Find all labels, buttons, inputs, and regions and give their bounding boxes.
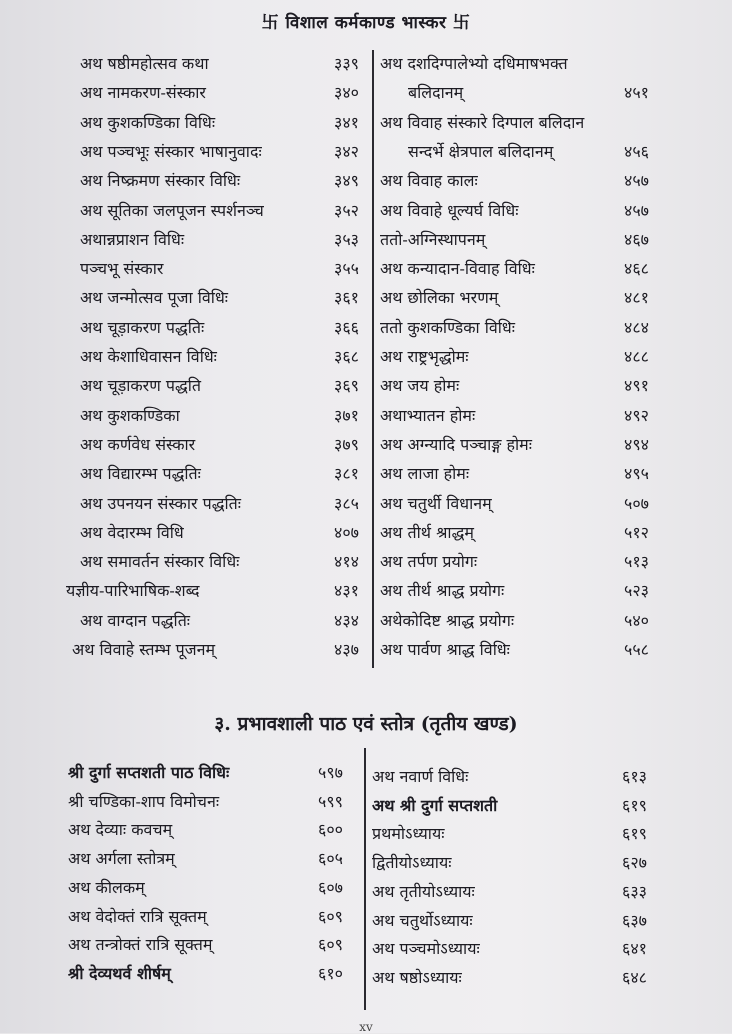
entry-page: ४५१ xyxy=(624,83,649,103)
entry-title: अथ तर्पण प्रयोगः xyxy=(380,552,478,572)
entry-title: अथाभ्यातन होमः xyxy=(380,405,476,425)
entry-title: अथ वाग्दान पद्धतिः xyxy=(80,610,191,630)
entry-title: अथ विवाह कालः xyxy=(380,171,478,191)
entry-page: ४६८ xyxy=(624,259,649,279)
entry-title: अथ अग्न्यादि पञ्चाङ्ग होमः xyxy=(380,434,532,454)
entry-title: अथ देव्याः कवचम् xyxy=(68,820,173,840)
entry-title: अथ चूड़ाकरण पद्धतिः xyxy=(80,317,205,337)
entry-page: ४५६ xyxy=(624,141,649,161)
entry-page: ४९४ xyxy=(624,434,649,454)
entry-page: ३३९ xyxy=(334,54,359,73)
entry-title: बलिदानम् xyxy=(408,83,464,103)
entry-title: अथ पार्वण श्राद्ध विधिः xyxy=(380,640,510,659)
entry-title: अथान्नप्राशन विधिः xyxy=(80,229,185,249)
entry-title: अथ कीलकम् xyxy=(68,877,145,897)
entry-page: ३४९ xyxy=(334,171,359,191)
entry-page: ४६७ xyxy=(624,229,649,249)
column-divider-bottom xyxy=(364,748,366,1010)
entry-title: अथ चूड़ाकरण पद्धति xyxy=(80,376,202,396)
column-divider-top xyxy=(372,50,374,668)
entry-title: श्री दुर्गा सप्तशती पाठ विधिः xyxy=(68,763,230,782)
entry-title: अथेकोदिष्ट श्राद्ध प्रयोगः xyxy=(380,610,515,630)
entry-title: अथ चतुर्थोऽध्यायः xyxy=(372,910,473,930)
entry-page: ६१९ xyxy=(622,824,647,844)
entry-title: अथ तीर्थ श्राद्ध प्रयोगः xyxy=(380,581,505,601)
entry-page: ४९१ xyxy=(624,376,649,396)
entry-page: ३६१ xyxy=(334,288,359,308)
page-number: xv xyxy=(359,1020,373,1034)
entry-title: अथ समावर्तन संस्कार विधिः xyxy=(80,552,240,572)
entry-page: ३६८ xyxy=(334,347,359,366)
entry-title: प्रथमोऽध्यायः xyxy=(372,824,445,844)
entry-page: ४०७ xyxy=(334,522,359,542)
entry-title: अथ पञ्चमोऽध्यायः xyxy=(372,939,480,959)
entry-page: ५२३ xyxy=(624,581,649,601)
entry-page: ६३३ xyxy=(622,881,647,901)
entry-title: अथ नामकरण-संस्कार xyxy=(80,83,206,103)
entry-title: अथ षष्ठोऽध्यायः xyxy=(372,967,462,987)
entry-page: ४५७ xyxy=(624,200,649,220)
entry-title: अथ वेदारम्भ विधि xyxy=(80,522,184,542)
entry-page: ३६९ xyxy=(334,376,359,396)
entry-title: अथ दशदिग्पालेभ्यो दधिमाषभक्त xyxy=(380,54,568,73)
entry-title: श्री चण्डिका-शाप विमोचनः xyxy=(68,791,220,811)
entry-title: अथ षष्ठीमहोत्सव कथा xyxy=(80,54,209,73)
entry-page: ४३४ xyxy=(334,610,359,630)
entry-page: ६३७ xyxy=(622,910,647,930)
entry-title: श्री देव्यथर्व शीर्षम् xyxy=(68,963,171,983)
entry-page: ४१४ xyxy=(334,552,359,572)
entry-page: ६०० xyxy=(318,820,343,840)
entry-page: ४५७ xyxy=(624,171,649,191)
entry-page: ३५२ xyxy=(334,200,359,220)
entry-page: ३५३ xyxy=(334,229,359,249)
entry-title: अथ विद्यारम्भ पद्धतिः xyxy=(80,464,201,484)
entry-title: सन्दर्भे क्षेत्रपाल बलिदानम् xyxy=(408,141,554,161)
entry-title: अथ कुशकण्डिका विधिः xyxy=(80,112,216,132)
entry-title: अथ उपनयन संस्कार पद्धतिः xyxy=(80,493,241,513)
entry-title: अथ पञ्चभूः संस्कार भाषानुवादः xyxy=(80,141,262,161)
entry-title: अथ सूतिका जलपूजन स्पर्शनञ्च xyxy=(80,200,264,220)
entry-title: अथ जन्मोत्सव पूजा विधिः xyxy=(80,288,229,308)
entry-page: ३४२ xyxy=(334,141,359,161)
entry-page: ४९५ xyxy=(624,464,649,484)
entry-page: ६१३ xyxy=(622,767,647,786)
entry-title: ततो-अग्निस्थापनम् xyxy=(380,229,486,249)
entry-title: अथ निष्क्रमण संस्कार विधिः xyxy=(80,171,241,191)
entry-page: ३५५ xyxy=(334,259,359,279)
entry-page: ३७१ xyxy=(334,405,359,425)
entry-title: अथ जय होमः xyxy=(380,376,460,396)
entry-page: ३४० xyxy=(334,83,359,103)
entry-page: ६०९ xyxy=(318,906,343,926)
entry-page: ३८५ xyxy=(334,493,359,513)
section-heading: ३. प्रभावशाली पाठ एवं स्तोत्र (तृतीय खण्ड) xyxy=(214,713,518,735)
entry-page: ६०९ xyxy=(318,935,343,955)
entry-page: ६४८ xyxy=(622,967,647,987)
entry-page: ३४१ xyxy=(334,112,359,132)
entry-page: ६०५ xyxy=(318,849,343,869)
entry-page: ३७९ xyxy=(334,434,359,454)
entry-page: ५९७ xyxy=(318,763,343,782)
entry-title: अथ तीर्थ श्राद्धम् xyxy=(380,522,474,542)
entry-page: ४८८ xyxy=(624,347,649,366)
entry-title: द्वितीयोऽध्यायः xyxy=(372,853,452,873)
entry-title: अथ श्री दुर्गा सप्तशती xyxy=(372,795,498,815)
entry-title: अथ विवाहे धूल्यर्घ विधिः xyxy=(380,200,519,220)
entry-page: ६०७ xyxy=(318,877,343,897)
entry-page: ३८१ xyxy=(334,464,359,484)
entry-title: अथ चतुर्थी विधानम् xyxy=(380,493,492,513)
running-header: 卐 विशाल कर्मकाण्ड भास्कर 卐 xyxy=(261,13,471,33)
entry-page: ६४१ xyxy=(622,939,647,959)
entry-page: ४३१ xyxy=(334,581,359,601)
entry-title: पञ्चभू संस्कार xyxy=(80,259,164,279)
entry-page: ५०७ xyxy=(624,493,649,513)
entry-page: ५९९ xyxy=(318,791,343,811)
entry-title: अथ राष्ट्रभृद्धोमः xyxy=(380,347,469,366)
entry-title: अथ विवाह संस्कारे दिग्पाल बलिदान xyxy=(380,112,585,132)
entry-title: अथ कुशकण्डिका xyxy=(80,405,180,425)
entry-title: अथ कन्यादान-विवाह विधिः xyxy=(380,259,535,279)
entry-title: यज्ञीय-पारिभाषिक-शब्द xyxy=(66,581,200,601)
entry-title: अथ नवार्ण विधिः xyxy=(372,767,469,786)
entry-title: ततो कुशकण्डिका विधिः xyxy=(380,317,516,337)
entry-page: ६२७ xyxy=(622,853,647,873)
entry-title: अथ अर्गला स्तोत्रम् xyxy=(68,849,175,869)
entry-page: ५१२ xyxy=(624,522,649,542)
entry-page: ५१३ xyxy=(624,552,649,572)
entry-title: अथ छोलिका भरणम् xyxy=(380,288,499,308)
entry-page: ५५८ xyxy=(624,640,649,659)
entry-title: अथ केशाधिवासन विधिः xyxy=(80,347,217,366)
entry-title: अथ लाजा होमः xyxy=(380,464,470,484)
entry-title: अथ तन्त्रोक्तं रात्रि सूक्तम् xyxy=(68,935,213,955)
entry-page: ४८१ xyxy=(624,288,649,308)
entry-title: अथ कर्णवेध संस्कार xyxy=(80,434,196,454)
entry-page: ५४० xyxy=(624,610,649,630)
entry-page: ३६६ xyxy=(334,317,359,337)
entry-title: अथ विवाहे स्तम्भ पूजनम् xyxy=(72,640,216,659)
entry-page: ४३७ xyxy=(334,640,359,659)
entry-page: ६१९ xyxy=(622,795,647,815)
entry-title: अथ वेदोक्तं रात्रि सूक्तम् xyxy=(68,906,207,926)
entry-page: ६१० xyxy=(318,963,343,983)
entry-page: ४९२ xyxy=(624,405,649,425)
entry-title: अथ तृतीयोऽध्यायः xyxy=(372,881,475,901)
entry-page: ४८४ xyxy=(624,317,649,337)
